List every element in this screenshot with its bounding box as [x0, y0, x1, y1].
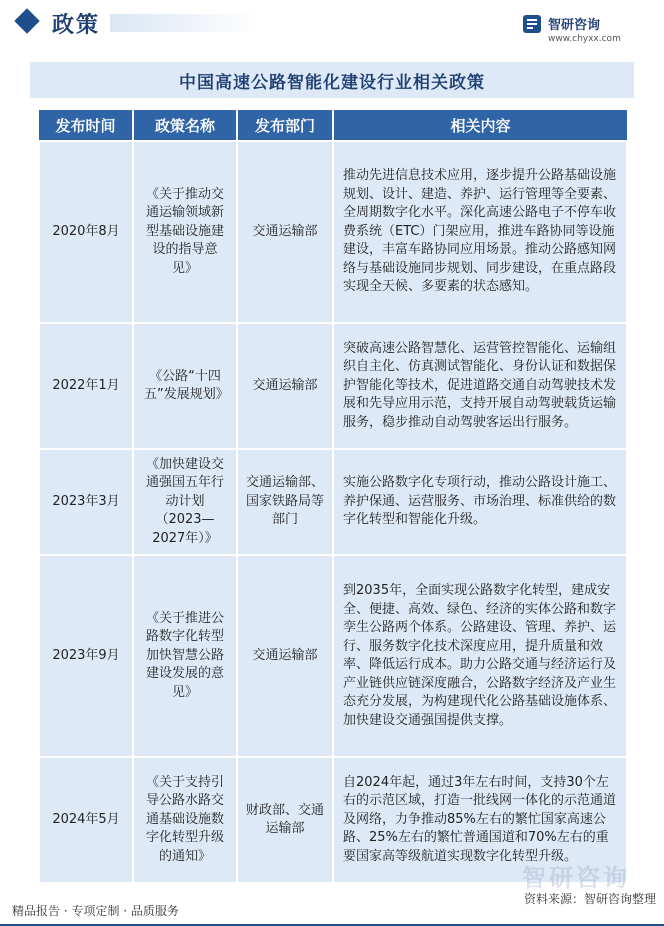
table-row: [39, 449, 627, 555]
cell-name: 《关于推进公路数字化转型 加快智慧公路建设发展的意见》: [133, 555, 237, 757]
table-header-row: [39, 110, 627, 141]
cell-name: 《关于推动交通运输领域新型基础设施建设的指导意见》: [133, 141, 237, 323]
logo-url: www.chyxx.com: [548, 34, 621, 44]
header-dept: 发布部门: [237, 110, 333, 141]
cell-content: 实施公路数字化专项行动，推动公路设计施工、养护保通、运营服务、市场治理、标准供给的数字化转型和智能化升级。: [333, 449, 627, 555]
cell-time: 2022年1月: [39, 323, 133, 449]
page-footer: [0, 892, 664, 926]
cell-name: 《公路“十四五”发展规划》: [133, 323, 237, 449]
cell-time: 2024年5月: [39, 757, 133, 883]
table-title: 中国高速公路智能化建设行业相关政策: [179, 72, 485, 93]
header-name: 政策名称: [133, 110, 237, 141]
cell-dept: 财政部、交通运输部: [237, 757, 333, 883]
cell-time: 2023年3月: [39, 449, 133, 555]
brand-logo: [522, 12, 640, 46]
cell-time: 2020年8月: [39, 141, 133, 323]
watermark-logo: 智研咨询: [522, 864, 630, 892]
logo-icon: [522, 14, 542, 34]
cell-dept: 交通运输部: [237, 141, 333, 323]
table-title-banner: [30, 62, 634, 98]
page-header: [0, 0, 664, 48]
cell-name: 《关于支持引导公路水路交通基础设施数字化转型升级的通知》: [133, 757, 237, 883]
table-row: [39, 323, 627, 449]
diamond-icon: [14, 8, 39, 33]
cell-dept: 交通运输部、国家铁路局等部门: [237, 449, 333, 555]
cell-content: 推动先进信息技术应用，逐步提升公路基础设施规划、设计、建造、养护、运行管理等全要素、全周期数字化水平。深化高速公路电子不停车收费系统（ETC）门架应用，推进车路协同等设施建设，丰富车路协同应用场景。推动公路感知网络与基础设施同步规划、同步建设，在重点路段实现全天候、多要素的状态感知。: [333, 141, 627, 323]
cell-dept: 交通运输部: [237, 323, 333, 449]
policy-table: [38, 110, 628, 884]
logo-name: 智研咨询: [548, 18, 601, 33]
cell-content: 自2024年起，通过3年左右时间，支持30个左右的示范区域，打造一批线网一体化的示范通道及网络，力争推动85%左右的繁忙国家高速公路、25%左右的繁忙普通国道和70%左右的重要国家高等级航道实现数字化转型升级。: [333, 757, 627, 883]
footer-source: 资料来源：智研咨询整理: [523, 892, 656, 906]
header-time: 发布时间: [39, 110, 133, 141]
header-content: 相关内容: [333, 110, 627, 141]
section-title: 政策: [52, 13, 101, 38]
cell-name: 《加快建设交通强国五年行动计划（2023—2027年）》: [133, 449, 237, 555]
footer-slogan: 精品报告 · 专项定制 · 品质服务: [12, 904, 179, 918]
cell-content: 到2035年，全面实现公路数字化转型，建成安全、便捷、高效、绿色、经济的实体公路和数字孪生公路两个体系。公路建设、管理、养护、运行、服务数字化技术深度应用，提升质量和效率、降低运行成本。助力公路交通与经济运行及产业链供应链深度融合，公路数字经济及产业生态充分发展，为构建现代化公路基础设施体系、加快建设交通强国提供支撑。: [333, 555, 627, 757]
cell-time: 2023年9月: [39, 555, 133, 757]
table-row: [39, 555, 627, 757]
header-accent-bar: [110, 14, 260, 32]
cell-dept: 交通运输部: [237, 555, 333, 757]
cell-content: 突破高速公路智慧化、运营管控智能化、运输组织自主化、仿真测试智能化、身份认证和数据保护智能化等技术，促进道路交通自动驾驶技术发展和先导应用示范，支持开展自动驾驶载货运输服务，稳步推动自动驾驶客运出行服务。: [333, 323, 627, 449]
table-row: [39, 141, 627, 323]
